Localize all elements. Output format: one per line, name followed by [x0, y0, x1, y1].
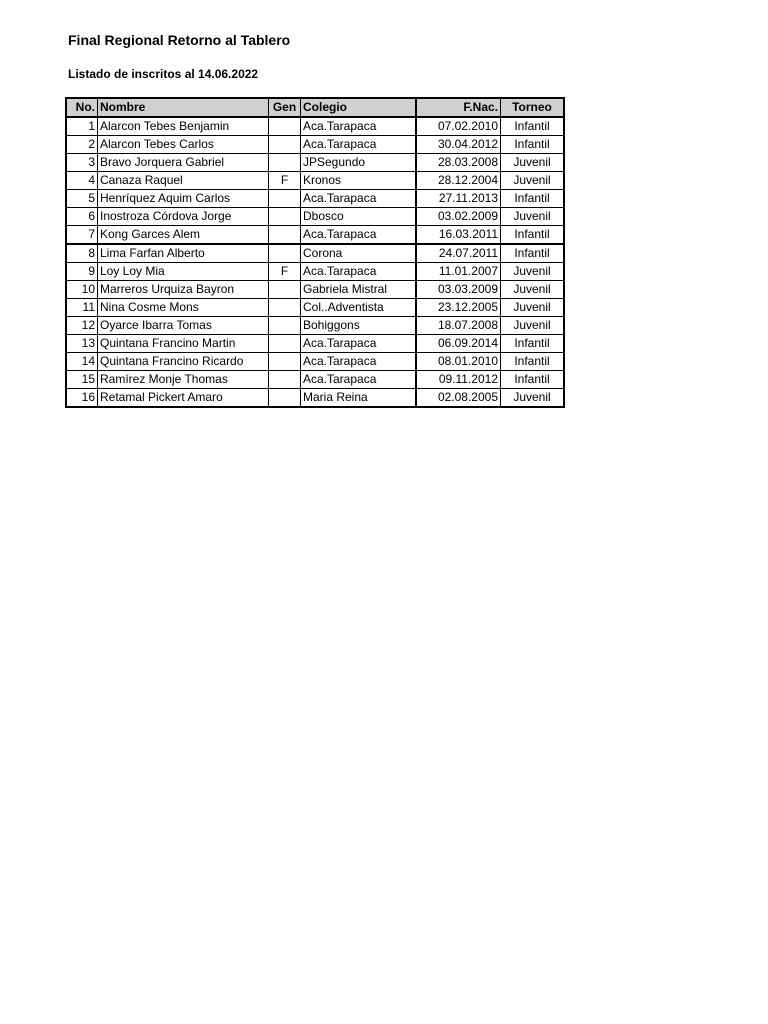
cell-gen — [269, 299, 301, 317]
header-no: No. — [66, 98, 98, 117]
cell-tournament: Infantil — [501, 190, 565, 208]
cell-school: JPSegundo — [301, 154, 417, 172]
cell-tournament: Infantil — [501, 136, 565, 154]
cell-no: 11 — [66, 299, 98, 317]
cell-tournament: Infantil — [501, 371, 565, 389]
cell-school: Aca.Tarapaca — [301, 371, 417, 389]
cell-no: 16 — [66, 389, 98, 408]
cell-no: 3 — [66, 154, 98, 172]
cell-no: 4 — [66, 172, 98, 190]
cell-no: 9 — [66, 263, 98, 281]
cell-birth: 02.08.2005 — [416, 389, 501, 408]
table-row — [66, 244, 564, 263]
table-row — [66, 190, 564, 208]
table-row — [66, 371, 564, 389]
cell-tournament: Juvenil — [501, 299, 565, 317]
cell-name: Inostroza Córdova Jorge — [98, 208, 269, 226]
table-body — [66, 117, 564, 407]
cell-name: Quintana Francino Ricardo — [98, 353, 269, 371]
cell-tournament: Juvenil — [501, 208, 565, 226]
cell-name: Kong Garces Alem — [98, 226, 269, 245]
cell-gen — [269, 353, 301, 371]
cell-birth: 09.11.2012 — [416, 371, 501, 389]
header-school: Colegio — [301, 98, 417, 117]
registrants-table — [65, 97, 565, 408]
table-row — [66, 317, 564, 335]
cell-birth: 03.02.2009 — [416, 208, 501, 226]
cell-name: Retamal Pickert Amaro — [98, 389, 269, 408]
cell-birth: 27.11.2013 — [416, 190, 501, 208]
cell-school: Gabriela Mistral — [301, 281, 417, 299]
cell-tournament: Infantil — [501, 244, 565, 263]
header-name: Nombre — [98, 98, 269, 117]
cell-tournament: Juvenil — [501, 263, 565, 281]
cell-no: 2 — [66, 136, 98, 154]
cell-birth: 16.03.2011 — [416, 226, 501, 245]
table-header — [66, 98, 564, 117]
cell-gen — [269, 335, 301, 353]
cell-tournament: Juvenil — [501, 172, 565, 190]
cell-gen — [269, 244, 301, 263]
cell-tournament: Infantil — [501, 117, 565, 136]
cell-name: Loy Loy Mia — [98, 263, 269, 281]
cell-no: 6 — [66, 208, 98, 226]
cell-school: Bohiggons — [301, 317, 417, 335]
cell-birth: 11.01.2007 — [416, 263, 501, 281]
cell-gen — [269, 208, 301, 226]
cell-gen: F — [269, 172, 301, 190]
cell-gen — [269, 154, 301, 172]
table-row — [66, 172, 564, 190]
header-birth: F.Nac. — [416, 98, 501, 117]
cell-school: Aca.Tarapaca — [301, 353, 417, 371]
header-gen: Gen — [269, 98, 301, 117]
cell-name: Henríquez Aquim Carlos — [98, 190, 269, 208]
document-title: Final Regional Retorno al Tablero — [68, 32, 291, 48]
table-row — [66, 299, 564, 317]
cell-school: Aca.Tarapaca — [301, 117, 417, 136]
table-row — [66, 389, 564, 408]
cell-tournament: Infantil — [501, 335, 565, 353]
cell-no: 14 — [66, 353, 98, 371]
cell-tournament: Juvenil — [501, 317, 565, 335]
table-row — [66, 117, 564, 136]
cell-gen — [269, 371, 301, 389]
cell-birth: 08.01.2010 — [416, 353, 501, 371]
cell-gen — [269, 117, 301, 136]
cell-no: 8 — [66, 244, 98, 263]
cell-no: 13 — [66, 335, 98, 353]
table-row — [66, 281, 564, 299]
cell-birth: 30.04.2012 — [416, 136, 501, 154]
cell-birth: 03.03.2009 — [416, 281, 501, 299]
header-tournament: Torneo — [501, 98, 565, 117]
cell-name: Marreros Urquiza Bayron — [98, 281, 269, 299]
cell-gen — [269, 190, 301, 208]
cell-name: Nina Cosme Mons — [98, 299, 269, 317]
table-row — [66, 226, 564, 245]
cell-tournament: Juvenil — [501, 154, 565, 172]
cell-no: 10 — [66, 281, 98, 299]
cell-birth: 28.03.2008 — [416, 154, 501, 172]
cell-school: Corona — [301, 244, 417, 263]
cell-birth: 28.12.2004 — [416, 172, 501, 190]
cell-no: 1 — [66, 117, 98, 136]
cell-name: Canaza Raquel — [98, 172, 269, 190]
cell-gen: F — [269, 263, 301, 281]
cell-school: Maria Reina — [301, 389, 417, 408]
cell-no: 15 — [66, 371, 98, 389]
header-row — [66, 98, 564, 117]
table-row — [66, 208, 564, 226]
table-row — [66, 335, 564, 353]
cell-birth: 07.02.2010 — [416, 117, 501, 136]
cell-birth: 18.07.2008 — [416, 317, 501, 335]
cell-birth: 24.07.2011 — [416, 244, 501, 263]
cell-name: Lima Farfan Alberto — [98, 244, 269, 263]
cell-name: Bravo Jorquera Gabriel — [98, 154, 269, 172]
cell-tournament: Infantil — [501, 226, 565, 245]
cell-gen — [269, 226, 301, 245]
cell-gen — [269, 136, 301, 154]
document-subtitle: Listado de inscritos al 14.06.2022 — [68, 67, 259, 81]
cell-no: 7 — [66, 226, 98, 245]
cell-school: Aca.Tarapaca — [301, 136, 417, 154]
cell-school: Kronos — [301, 172, 417, 190]
cell-name: Quintana Francino Martin — [98, 335, 269, 353]
cell-birth: 06.09.2014 — [416, 335, 501, 353]
cell-name: Oyarce Ibarra Tomas — [98, 317, 269, 335]
cell-school: Aca.Tarapaca — [301, 190, 417, 208]
cell-name: Alarcon Tebes Carlos — [98, 136, 269, 154]
cell-school: Aca.Tarapaca — [301, 226, 417, 245]
table-row — [66, 154, 564, 172]
cell-gen — [269, 389, 301, 408]
cell-name: Ramírez Monje Thomas — [98, 371, 269, 389]
cell-no: 12 — [66, 317, 98, 335]
cell-tournament: Juvenil — [501, 389, 565, 408]
cell-school: Aca.Tarapaca — [301, 335, 417, 353]
cell-name: Alarcon Tebes Benjamin — [98, 117, 269, 136]
table-row — [66, 353, 564, 371]
cell-tournament: Infantil — [501, 353, 565, 371]
cell-school: Dbosco — [301, 208, 417, 226]
cell-school: Aca.Tarapaca — [301, 263, 417, 281]
cell-gen — [269, 281, 301, 299]
cell-no: 5 — [66, 190, 98, 208]
cell-birth: 23.12.2005 — [416, 299, 501, 317]
table-row — [66, 136, 564, 154]
cell-tournament: Juvenil — [501, 281, 565, 299]
cell-gen — [269, 317, 301, 335]
cell-school: Col..Adventista — [301, 299, 417, 317]
table-row — [66, 263, 564, 281]
